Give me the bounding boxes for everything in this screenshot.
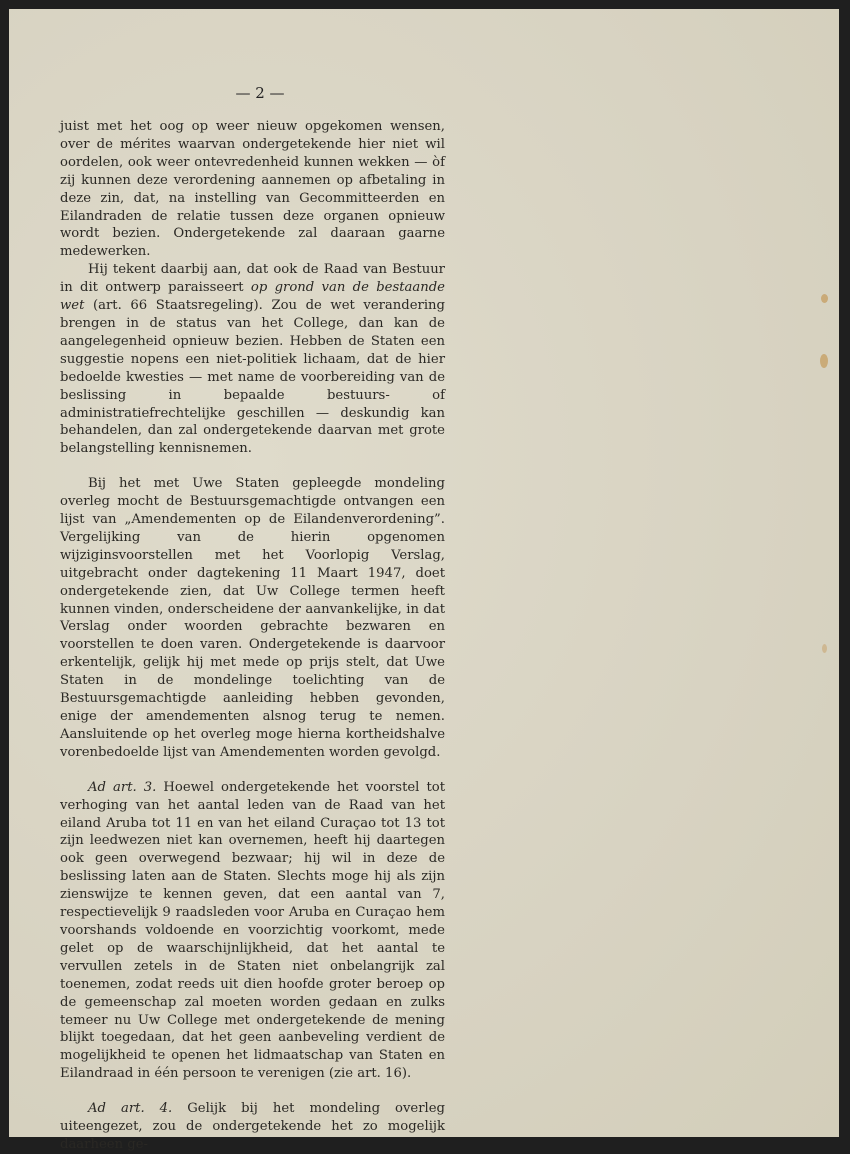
paragraph-2: Hij tekent daarbij aan, dat ook de Raad van Bestuur in dit ontwerp paraisseert op grond van de bestaande wet (art. 66 Staatsregeling). Zou de wet verandering brengen in de status van het College, dan kan de aangelegenheid opnieuw bezien. Hebben de Staten een suggestie nopens een niet-politiek lichaam, dat de hier bedoelde kwesties — met name de voorbereiding van de beslissing in bepaalde bestuurs- of administratiefrechtelijke geschillen — deskundig kan behandelen, dan zal ondergetekende daarvan met grote belangstelling kennisnemen. — [60, 262, 445, 457]
document-body — [60, 118, 445, 1154]
emphasis-text: op grond van de bestaande wet — [60, 280, 445, 314]
paragraph-ad-art-4: Ad art. 4. Gelijk bij het mondeling overleg uiteengezet, zou de ondergetekende het zo mogelijk daarheen ge- — [60, 1101, 445, 1152]
paper-stain — [822, 644, 827, 653]
article-heading: Ad art. 4. — [88, 1101, 173, 1117]
paragraph-ad-art-3: Ad art. 3. Hoewel ondergetekende het voorstel tot verhoging van het aantal leden van de Raad van het eiland Aruba tot 11 en van het eiland Curaçao tot 13 tot zijn leedwezen niet kan overnemen, heeft hij daartegen ook geen overwegend bezwaar; hij wil in deze de beslissing laten aan de Staten. Slechts moge hij als zijn zienswijze te kennen geven, dat een aantal van 7, respectievelijk 9 raadsleden voor Aruba en Curaçao hem voorshands voldoende en voorzichtig voorkomt, mede gelet op de waarschijnlijkheid, dat het aantal te vervullen zetels in de Staten niet onbelangrijk zal toenemen, zodat reeds uit dien hoofde groter beroep op de gemeenschap zal moeten worden gedaan en zulks temeer nu Uw College met ondergetekende de mening blijkt toegedaan, dat het geen aanbeveling verdient de mogelijkheid te openen het lidmaatschap van Staten en Eilandraad in één persoon te verenigen (zie art. 16). — [60, 779, 445, 1082]
paper-stain — [821, 294, 828, 303]
paper-stain — [820, 354, 828, 368]
page-number: — 2 — — [235, 84, 285, 102]
paragraph-1: juist met het oog op weer nieuw opgekomen wensen, over de mérites waarvan ondergetekende hier niet wil oordelen, ook weer ontevredenheid kunnen wekken — òf zij kunnen deze verordening aannemen op afbetaling in deze zin, dat, na instelling van Gecommitteerden en Eilandraden de relatie tussen deze organen opnieuw wordt bezien. Ondergetekende zal daaraan gaarne medewerken. — [60, 119, 445, 260]
article-heading: Ad art. 3. — [88, 779, 157, 795]
paragraph-3: Bij het met Uwe Staten gepleegde mondeling overleg mocht de Bestuursgemachtigde ontvangen een lijst van „Amendementen op de Eilandenverordening”. Vergelijking van de hierin opgenomen wijziginsvoorstellen met het Voorlopig Verslag, uitgebracht onder dagtekening 11 Maart 1947, doet ondergetekende zien, dat Uw College termen heeft kunnen vinden, onderscheidene der aanvankelijke, in dat Verslag onder woorden gebrachte bezwaren en voorstellen te doen varen. Ondergetekende is daarvoor erkentelijk, gelijk hij met mede op prijs stelt, dat Uwe Staten in de mondelinge toelichting van de Bestuursgemachtigde aanleiding hebben gevonden, enige der amendementen alsnog terug te nemen. Aansluitende op het overleg moge hierna kortheidshalve vorenbedoelde lijst van Amendementen worden gevolgd. — [60, 476, 445, 760]
